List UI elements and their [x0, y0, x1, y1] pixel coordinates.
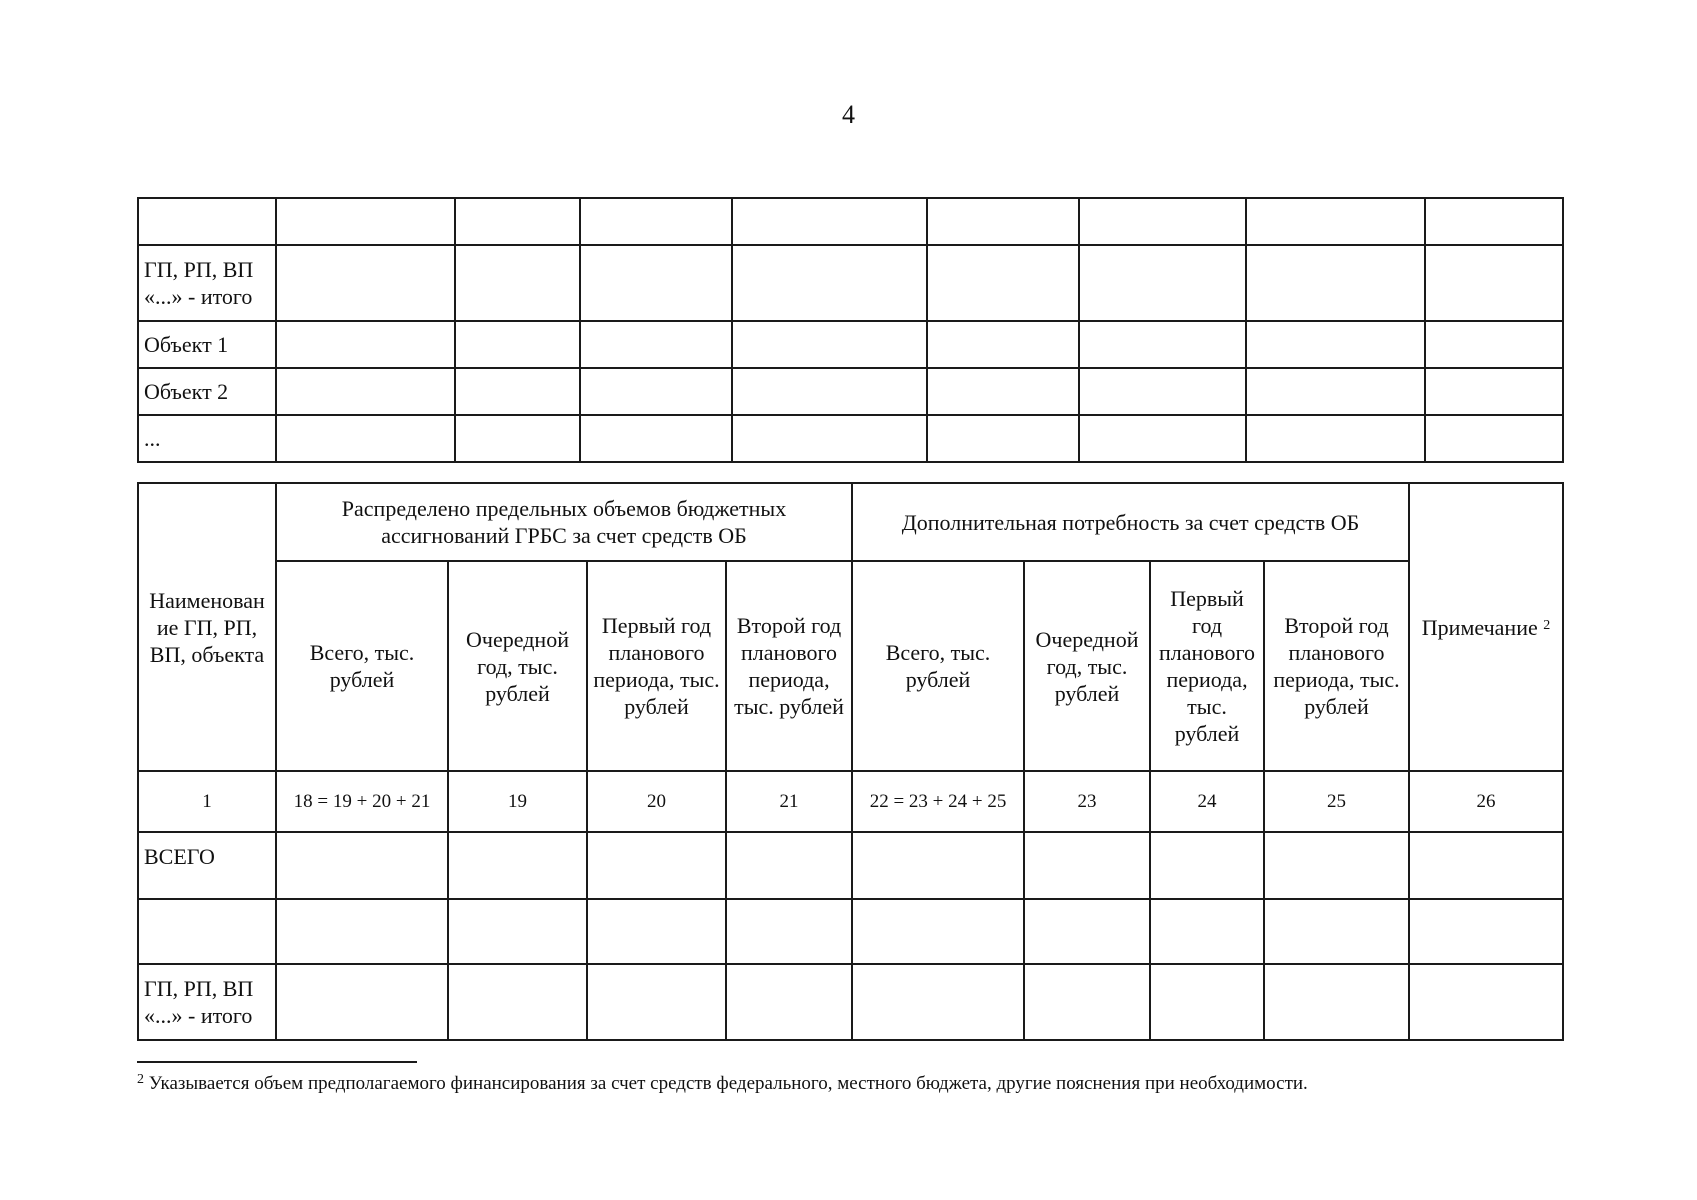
column-number-row — [138, 771, 1563, 832]
header-note-footnote-marker: 2 — [1543, 617, 1551, 633]
column-number: 18 = 19 + 20 + 21 — [276, 771, 448, 832]
header-note-label: Примечание — [1421, 614, 1538, 640]
header-additional-group: Дополнительная потребность за счет средств ОБ — [852, 483, 1409, 561]
objects-table-continued — [137, 197, 1564, 463]
column-number: 1 — [138, 771, 276, 832]
table-row — [138, 899, 1563, 964]
table-row — [138, 368, 1563, 415]
column-number: 21 — [726, 771, 852, 832]
row-label: ГП, РП, ВП «...» - итого — [138, 964, 276, 1040]
header-distributed-second-plan-year: Второй год планового периода, тыс. рублей — [726, 561, 852, 771]
header-distributed-first-plan-year: Первый год планового периода, тыс. рублей — [587, 561, 726, 771]
header-additional-first-plan-year: Первый год планового периода, тыс. рублей — [1150, 561, 1264, 771]
header-sub-row — [138, 561, 1563, 771]
page-number: 4 — [842, 100, 855, 129]
table-row — [138, 832, 1563, 899]
column-number: 19 — [448, 771, 587, 832]
column-number: 23 — [1024, 771, 1150, 832]
header-name: Наименован ие ГП, РП, ВП, объекта — [138, 483, 276, 771]
footnote-marker: 2 — [137, 1072, 144, 1087]
row-label — [138, 899, 276, 964]
header-additional-next-year: Очередной год, тыс. рублей — [1024, 561, 1150, 771]
table-row — [138, 245, 1563, 321]
table-row — [138, 321, 1563, 368]
column-number: 22 = 23 + 24 + 25 — [852, 771, 1024, 832]
footnote-separator — [137, 1061, 417, 1063]
row-label — [138, 198, 276, 245]
footnote — [137, 1072, 1557, 1096]
row-label: ... — [138, 415, 276, 462]
header-distributed-group: Распределено предельных объемов бюджетных ассигнований ГРБС за счет средств ОБ — [276, 483, 852, 561]
table-row — [138, 964, 1563, 1040]
header-additional-total: Всего, тыс. рублей — [852, 561, 1024, 771]
header-additional-second-plan-year: Второй год планового периода, тыс. рублей — [1264, 561, 1409, 771]
table-row — [138, 415, 1563, 462]
row-label: ВСЕГО — [138, 832, 276, 899]
header-distributed-next-year: Очередной год, тыс. рублей — [448, 561, 587, 771]
column-number: 20 — [587, 771, 726, 832]
footnote-text: Указывается объем предполагаемого финансирования за счет средств федерального, местного бюджета, другие пояснения при необходимости. — [148, 1073, 1308, 1094]
budget-allocation-table — [137, 482, 1564, 1041]
column-number: 24 — [1150, 771, 1264, 832]
header-note — [1409, 483, 1563, 771]
column-number: 26 — [1409, 771, 1563, 832]
header-group-row — [138, 483, 1563, 561]
row-label: ГП, РП, ВП «...» - итого — [138, 245, 276, 321]
row-label: Объект 2 — [138, 368, 276, 415]
row-label: Объект 1 — [138, 321, 276, 368]
table-row — [138, 198, 1563, 245]
column-number: 25 — [1264, 771, 1409, 832]
header-distributed-total: Всего, тыс. рублей — [276, 561, 448, 771]
